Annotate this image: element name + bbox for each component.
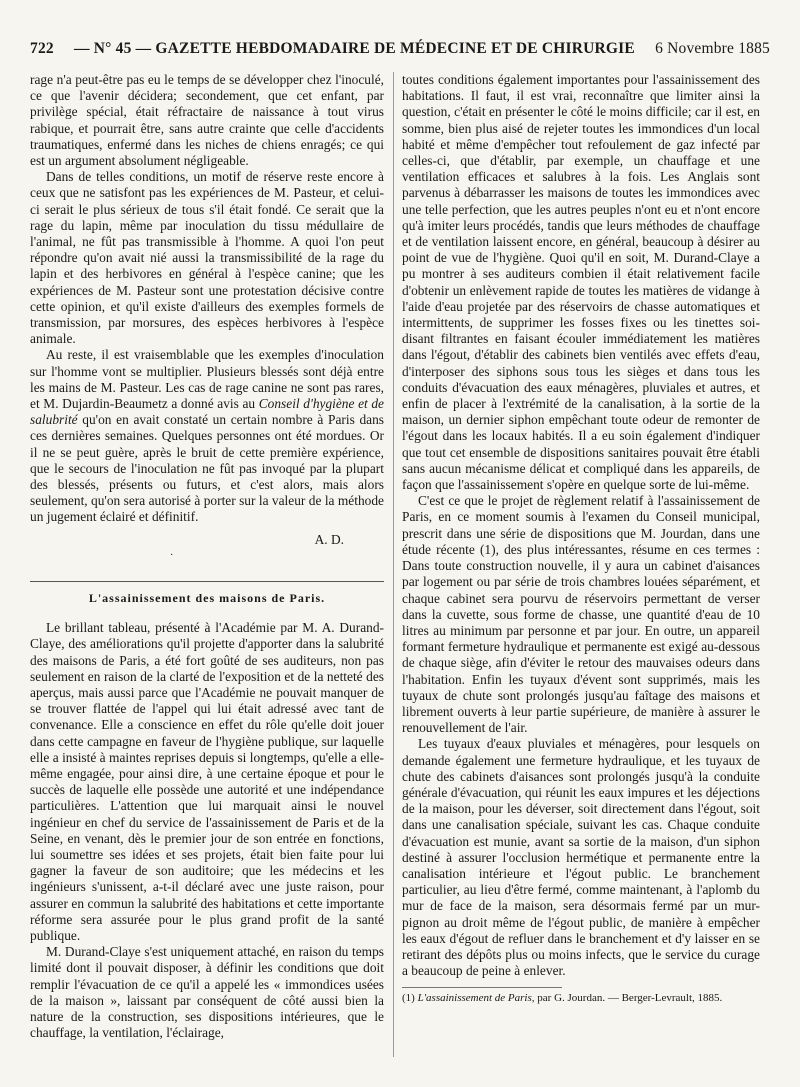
signature: A. D.	[314, 531, 344, 547]
page-header	[30, 40, 770, 66]
paragraph: M. Durand-Claye s'est uniquement attaché, en raison du temps limité dont il pouvait disposer, à définir les conditions que doit remplir l'évacuation de ce qu'il a appelé les « immondices usées de la maison », laissant par conséquent de côté aussi bien la nature de la construction, ses dispositions intérieures, que le chauffage, la ventilation, l'éclairage,	[30, 944, 384, 1041]
right-column	[402, 72, 760, 1005]
italic-text: Conseil d'hygiène et de salubrité	[30, 396, 384, 428]
separator-rule	[30, 581, 384, 582]
footnote-number: (1)	[402, 992, 418, 1005]
footnote-text: par G. Jourdan. — Berger-Levrault, 1885.	[534, 992, 723, 1005]
column-divider	[393, 72, 394, 1057]
separator-dot: ·	[170, 549, 174, 561]
footnote-rule	[402, 987, 562, 988]
footnote-title: L'assainissement de Paris,	[417, 992, 535, 1005]
journal-title: GAZETTE HEBDOMADAIRE DE MÉDECINE ET DE CHIRURGIE	[155, 40, 635, 57]
paragraph: rage n'a peut-être pas eu le temps de se développer chez l'inoculé, ce que l'avenir décidera; secondement, que cet enfant, par privilège spécial, était réfractaire de naissance à tout virus rabique, et pourrait être, sans autre crainte que celle d'accidents traumatiques, enfermé dans les niches de chiens enragés; ce qui est un argument absolument négligeable.	[30, 72, 384, 169]
footnote	[402, 992, 760, 1005]
paragraph: Le brillant tableau, présenté à l'Académie par M. A. Durand-Claye, des améliorations qu'il projette d'apporter dans la salubrité des maisons de Paris, a été fort goûté de ses auditeurs, non pas seulement en raison de la clarté de l'exposition et de la netteté des aperçus, mais aussi parce que l'Académie ne pouvait manquer de se trouver flattée de l'appel qui lui était adressé avec tant de convenance. Elle a conscience en effet du rôle qu'elle doit jouer dans cette campagne en faveur de l'hygiène publique, sur laquelle elle a insisté à maintes reprises depuis si longtemps, qu'elle a elle-même engagée, pour ainsi dire, à une certaine époque et pour le succès de laquelle elle possède une autorité et une indépendance particulières. L'attention que lui marquait ainsi le nouvel ingénieur en chef du service de l'assainissement de Paris et de la Seine, en venant, dès le premier jour de son entrée en fonctions, lui soumettre ses idées et ses projets, était bien faite pour lui gagner la faveur de son auditoire; que les médecins et les ingénieurs s'unissent, a-t-il déclaré avec une juste raison, pour assurer en commun la salubrité des habitations et cette importante réforme sera assurée pour le plus grand profit de la santé publique.	[30, 620, 384, 943]
issue-date: 6 Novembre 1885	[655, 40, 770, 57]
left-column	[30, 72, 384, 1041]
issue-number: — N° 45 —	[73, 40, 152, 57]
paragraph: C'est ce que le projet de règlement relatif à l'assainissement de Paris, en ce moment soumis à l'examen du Conseil municipal, prescrit dans une série de dispositions que M. Jourdan, dans une étude récente (1), des plus intéressantes, résume en ces termes : Dans toute construction nouvelle, il y aura un cabinet d'aisances par logement ou par série de trois chambres louées séparément, et chaque cabinet sera pourvu de réservoirs permettant de verser dans la cuvette, sous forme de chasse, une quantité d'eau de 10 litres au minimum par personne et par jour. En outre, un appareil formant fermeture hydraulique et permanente est exigé au-dessous de chaque siège, afin d'éviter le retour des mauvaises odeurs dans l'habitation. Enfin les tuyaux d'évent sont supprimés, mais les tuyaux de chute sont prolongés jusqu'au faîtage des maisons et librement ouverts à leur partie supérieure, de manière à assurer le renouvellement de l'air.	[402, 493, 760, 736]
paragraph: toutes conditions également importantes pour l'assainissement des habitations. Il faut, il est vrai, reconnaître que limiter ainsi la question, c'était en présenter le côté le moins difficile; car il est, en somme, bien plus aisé de rejeter toutes les immondices d'un local habité et même d'empêcher tout refoulement de gaz infecté par celles-ci, que d'établir, par exemple, un chauffage et une ventilation efficaces et salubres à la fois. Les Anglais sont parvenus à débarrasser les maisons de toutes les immondices avec une telle perfection, que les autres peuples n'ont eu et n'ont encore qu'à imiter leurs procédés, tandis que leurs méthodes de chauffage et de ventilation laissent encore, en général, beaucoup à désirer au point de vue de l'hygiène. Quoi qu'il en soit, M. Durand-Claye a pu montrer à ses auditeurs combien il était relativement facile d'obtenir un enlèvement rapide de toutes les matières de vidange à l'aide d'eau projetée par des réservoirs de chasse automatiques et intermittents, de supprimer les fosses fixes ou les tinettes soi-disant filtrantes en faisant écouler immédiatement les matières dans l'égout, d'établir des cabinets bien ventilés avec effets d'eau, d'interposer des siphons sous tous les sièges et dans tous les conduits d'évacuation des eaux ménagères, pluviales et autres, et enfin de placer à l'extrémité de la canalisation, à la sortie de la maison, un dernier siphon empêchant toute odeur de remonter de l'égout dans les locaux habités. Il a eu soin également d'indiquer que tout cet ensemble de dispositions sanitaires pouvait être établi sans aucun mécanisme délicat et compliqué dans les appareils, de façon que l'assainissement s'opère en quelque sorte de lui-même.	[402, 72, 760, 493]
section-separator	[30, 548, 384, 586]
text-run: qu'on en avait constaté un certain nombre à Paris dans ces dernières semaines. Quelques personnes ont été mordues. Or il ne se peut guère, après le bruit de cette première expérience, que le secours de l'inoculation ne fût pas invoqué par la plupart des blessés, présents ou futurs, et c'est alors, mais alors seulement, qu'on sera autorisé à porter sur la valeur de la méthode un jugement éclairé et définitif.	[30, 412, 384, 525]
section-title: L'assainissement des maisons de Paris.	[88, 590, 326, 605]
paragraph	[30, 347, 384, 525]
paragraph: Dans de telles conditions, un motif de réserve reste encore à ceux que ne satisfont pas les expériences de M. Pasteur, et celui-ci serait le plus sérieux de tous s'il était fondé. Ce serait que la rage du lapin, même par inoculation du tissu médullaire de l'animal, ne fût pas transmissible à l'homme. A quoi l'on peut répondre qu'on avait nié aussi la transmissibilité de la rage du lapin et des herbivores en général à l'espèce canine; que les expériences de M. Pasteur sont une protestation décisive contre cette opinion, et qu'il existe d'ailleurs des exemples formels de transmission, par morsures, des espèces herbivores à l'espèce animale.	[30, 169, 384, 347]
running-title	[54, 40, 655, 58]
page-number: 722	[30, 40, 54, 57]
paragraph: Les tuyaux d'eaux pluviales et ménagères, pour lesquels on demande également une fermeture hydraulique, et les tuyaux de chute des cabinets d'aisances sont prolongés jusqu'à la conduite générale d'évacuation, qui réunit les eaux impures et les déjections de la maison, pour les déverser, soit directement dans l'égout, soit dans une canalisation spéciale, suivant les cas. Chaque conduite d'évacuation est munie, avant sa sortie de la maison, d'un siphon destiné à assurer l'occlusion hermétique et permanente entre la canalisation intérieure et l'égout public. Le branchement particulier, au lieu d'être fermé, comme maintenant, à l'aplomb du mur de face de la maison, sera désormais fermé par un mur-pignon au droit même de l'égout public, de manière à empêcher les eaux d'égout de refluer dans le branchement et d'y laisser en se retirant des dépôts plus ou moins infects, que le service du curage a beaucoup de peine à enlever.	[402, 736, 760, 979]
text-run: Au reste, il est vraisemblable que les exemples d'inoculation sur l'homme vont se multiplier. Plusieurs blessés sont déjà entre les mains de M. Pasteur. Les cas de rage canine ne sont pas rares, et M. Dujardin-Beaumetz a donné avis au	[30, 347, 384, 412]
